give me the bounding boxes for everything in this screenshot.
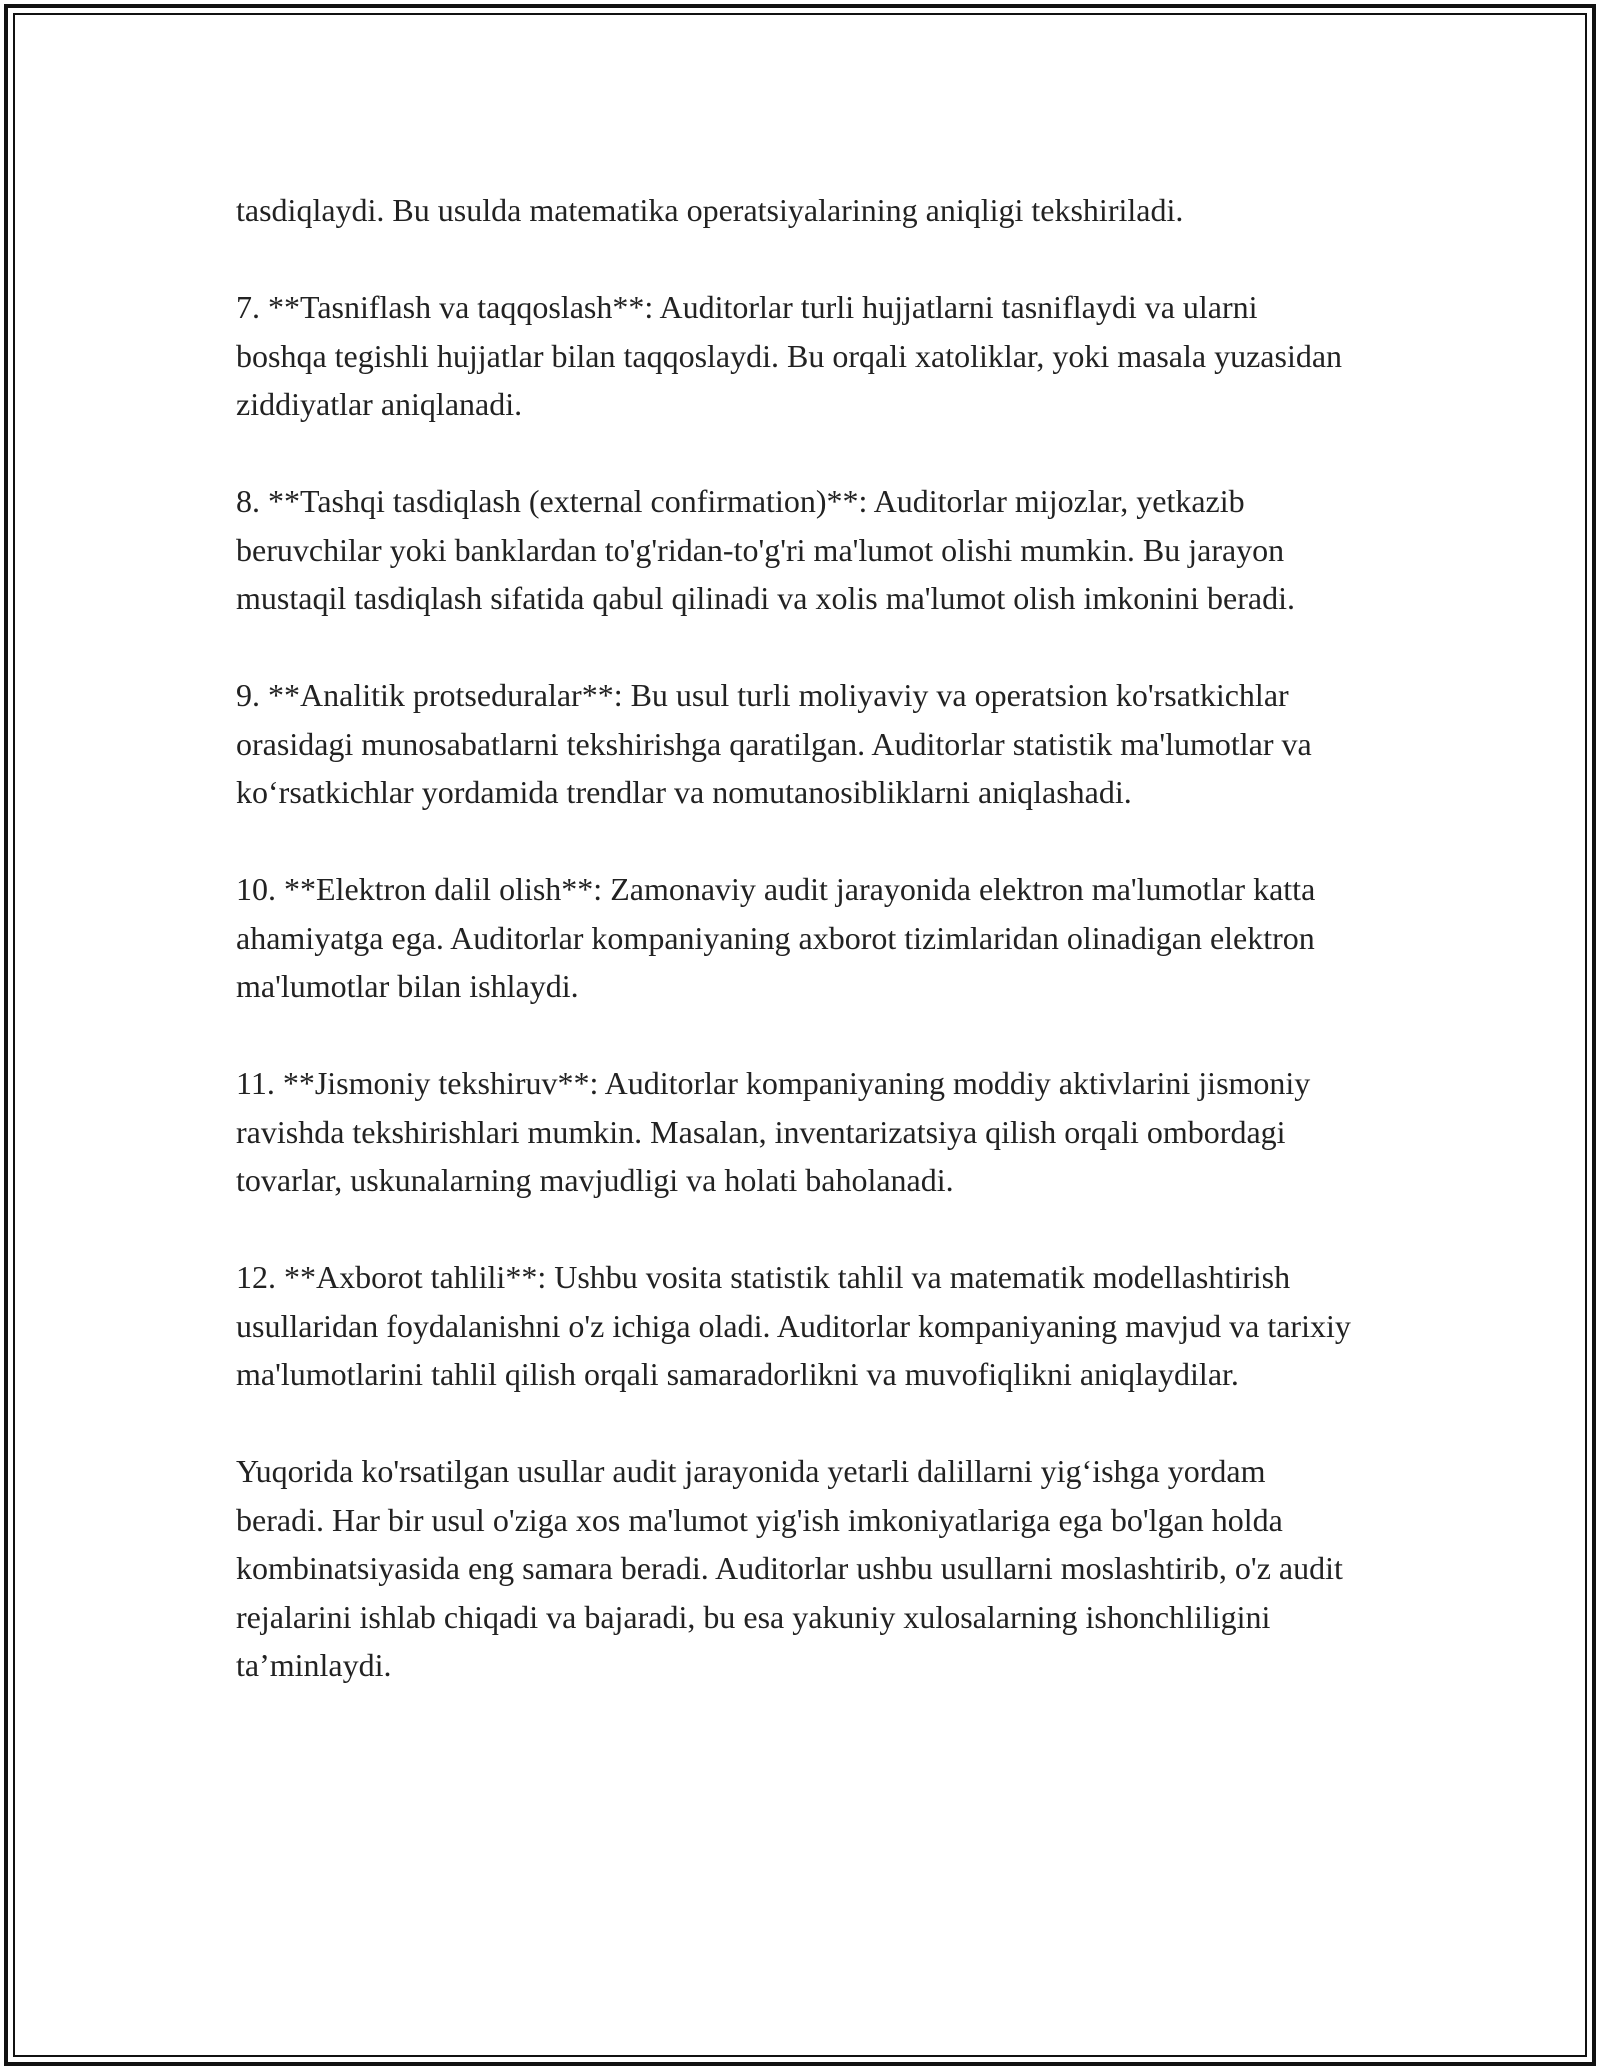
paragraph-item-11: 11. **Jismoniy tekshiruv**: Auditorlar kompaniyaning moddiy aktivlarini jismoniy ravishda tekshirishlari mumkin. Masalan, inventarizatsiya qilish orqali ombordagi tovarlar, uskunalarning mavjudligi va holati baholanadi. — [236, 1065, 1311, 1198]
paragraph-item-10: 10. **Elektron dalil olish**: Zamonaviy audit jarayonida elektron ma'lumotlar katta ahamiyatga ega. Auditorlar kompaniyaning axborot tizimlaridan olinadigan elektron ma'lumotlar bilan ishlaydi. — [236, 871, 1316, 1004]
paragraph-item-7: 7. **Tasniflash va taqqoslash**: Auditorlar turli hujjatlarni tasniflaydi va ularni boshqa tegishli hujjatlar bilan taqqoslaydi. Bu orqali xatoliklar, yoki masala yuzasidan ziddiyatlar aniqlanadi. — [236, 289, 1343, 422]
paragraph-item-12: 12. **Axborot tahlili**: Ushbu vosita statistik tahlil va matematik modellashtirish usullaridan foydalanishni o'z ichiga oladi. Auditorlar kompaniyaning mavjud va tarixiy ma'lumotlarini tahlil qilish orqali samaradorlikni va muvofiqlikni aniqlaydilar. — [236, 1259, 1351, 1392]
paragraph-item-9: 9. **Analitik protseduralar**: Bu usul turli moliyaviy va operatsion ko'rsatkichlar orasidagi munosabatlarni tekshirishga qaratilgan. Auditorlar statistik ma'lumotlar va ko‘rsatkichlar yordamida trendlar va nomutanosibliklarni aniqlashadi. — [236, 677, 1312, 810]
paragraph-conclusion: Yuqorida ko'rsatilgan usullar audit jarayonida yetarli dalillarni yig‘ishga yordam beradi. Har bir usul o'ziga xos ma'lumot yig'ish imkoniyatlariga ega bo'lgan holda kombinatsiyasida eng samara beradi. Auditorlar ushbu usullarni moslashtirib, o'z audit rejalarini ishlab chiqadi va bajaradi, bu esa yakuniy xulosalarning ishonchliligini ta’minlaydi. — [236, 1453, 1343, 1683]
paragraph-item-8: 8. **Tashqi tasdiqlash (external confirmation)**: Auditorlar mijozlar, yetkazib beruvchilar yoki banklardan to'g'ridan-to'g'ri ma'lumot olishi mumkin. Bu jarayon mustaqil tasdiqlash sifatida qabul qilinadi va xolis ma'lumot olish imkonini beradi. — [236, 483, 1295, 616]
paragraph-continuation: tasdiqlaydi. Bu usulda matematika operatsiyalarining aniqligi tekshiriladi. — [236, 192, 1184, 228]
document-body — [236, 186, 1356, 1690]
